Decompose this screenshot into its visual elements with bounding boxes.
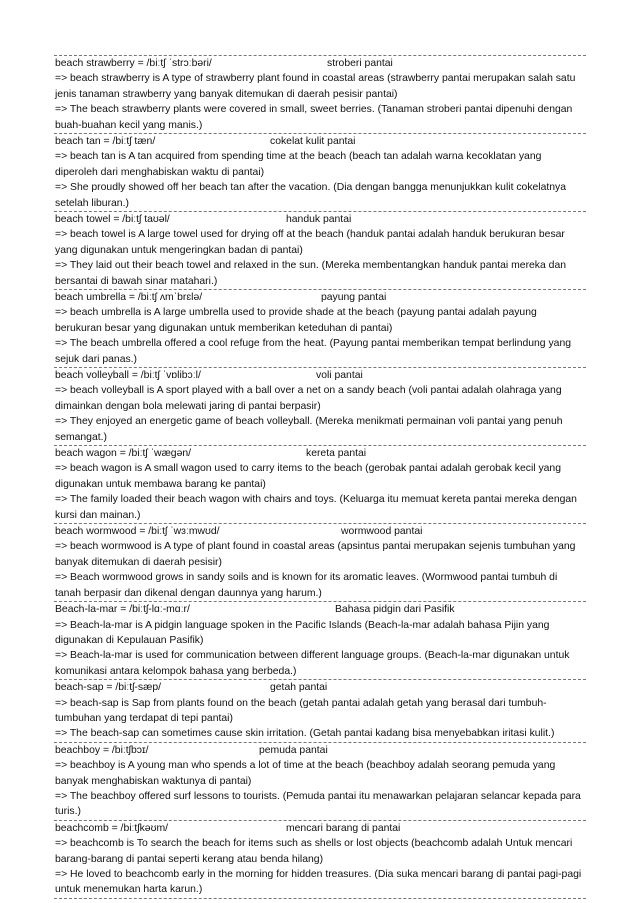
entry-definition: => beach wormwood is A type of plant found in coastal areas (apsintus pantai merupakan sejenis tumbuhan yang banyak ditemukan di daerah pesisir) [55, 541, 576, 568]
entry-header [54, 821, 586, 836]
entry-term: beach-sap = /biːtʃ-sæp/ [55, 682, 161, 694]
entry-translation: handuk pantai [286, 214, 352, 226]
entry-example: => The beach umbrella offered a cool refuge from the heat. (Payung pantai memberikan tempat berlindung yang sejuk dari panas.) [55, 338, 572, 365]
entry-beachcomb [54, 821, 586, 899]
entry-beachboy [54, 743, 586, 821]
entry-term: beach umbrella = /biːtʃ ʌmˈbrɛlə/ [55, 292, 203, 304]
entry-example: => The family loaded their beach wagon with chairs and toys. (Keluarga itu memuat kereta pantai mereka dengan kursi dan mainan.) [55, 494, 577, 521]
entry-example: => Beach-la-mar is used for communication between different language groups. (Beach-la-mar digunakan untuk komunikasi antara kelompok bahasa yang berbeda.) [55, 650, 570, 677]
entry-term: beach strawberry = /biːtʃ ˈstrɔːbəri/ [55, 58, 212, 69]
entry-beach-towel [54, 212, 586, 290]
entry-beach-strawberry [54, 55, 586, 134]
entry-example: => She proudly showed off her beach tan after the vacation. (Dia dengan bangga menunjukkan kulit cokelatnya setelah liburan.) [55, 182, 567, 209]
entry-definition: => beach strawberry is A type of strawberry plant found in coastal areas (strawberry pantai merupakan salah satu jenis tanaman strawberry yang banyak ditemukan di daerah pesisir pantai) [55, 73, 576, 100]
entry-term: Beach-la-mar = /biːtʃ-lɑː-mɑːr/ [55, 604, 190, 616]
entry-header [54, 680, 586, 695]
entry-translation: Bahasa pidgin dari Pasifik [335, 604, 455, 616]
entry-example: => The beach-sap can sometimes cause skin irritation. (Getah pantai kadang bisa menyebabkan iritasi kulit.) [55, 728, 555, 740]
entry-definition: => beach wagon is A small wagon used to carry items to the beach (gerobak pantai adalah gerobak kecil yang digunakan untuk membawa barang ke pantai) [55, 463, 561, 490]
glossary-document [54, 55, 586, 899]
entry-translation: payung pantai [321, 292, 387, 304]
entry-beach-volleyball [54, 368, 586, 446]
entry-definition: => Beach-la-mar is A pidgin language spoken in the Pacific Islands (Beach-la-mar adalah bahasa Pijin yang digunakan di Kepulauan Pasifik) [55, 619, 550, 646]
entry-beach-la-mar [54, 602, 586, 680]
entry-term: beach wagon = /biːtʃ ˈwægən/ [55, 448, 192, 460]
entry-translation: voli pantai [316, 370, 363, 382]
entry-example: => They enjoyed an energetic game of beach volleyball. (Mereka menikmati permainan voli pantai yang penuh semangat.) [55, 416, 563, 443]
entry-definition: => beach volleyball is A sport played with a ball over a net on a sandy beach (voli pantai adalah olahraga yang dimainkan dengan bola melewati jaring di pantai berpasir) [55, 385, 562, 412]
entry-definition: => beachboy is A young man who spends a lot of time at the beach (beachboy adalah seorang pemuda yang banyak menghabiskan waktunya di pantai) [55, 760, 556, 787]
entry-header [54, 743, 586, 758]
entry-translation: kereta pantai [306, 448, 367, 460]
entry-definition: => beach umbrella is A large umbrella used to provide shade at the beach (payung pantai adalah payung berukuran besar yang digunakan untuk memberikan keteduhan di pantai) [55, 307, 537, 334]
entry-header [54, 524, 586, 539]
entry-example: => Beach wormwood grows in sandy soils and is known for its aromatic leaves. (Wormwood pantai tumbuh di tanah berpasir dan dikenal dengan daunnya yang harum.) [55, 572, 558, 599]
entry-header [54, 602, 586, 617]
entry-header [54, 290, 586, 305]
entry-term: beach volleyball = /biːtʃ ˈvɒlibɔːl/ [55, 370, 201, 382]
entry-header [54, 56, 586, 71]
entry-example: => The beach strawberry plants were covered in small, sweet berries. (Tanaman stroberi pantai dipenuhi dengan buah-buahan kecil yang manis.) [55, 104, 573, 131]
entry-definition: => beach tan is A tan acquired from spending time at the beach (beach tan adalah warna kecoklatan yang diperoleh dari menghabiskan waktu di pantai) [55, 151, 542, 178]
entry-definition: => beach-sap is Sap from plants found on the beach (getah pantai adalah getah yang berasal dari tumbuh-tumbuhan yang terdapat di tepi pantai) [55, 697, 547, 724]
entry-translation: stroberi pantai [327, 58, 393, 69]
entry-translation: getah pantai [270, 682, 328, 694]
entry-beach-wormwood [54, 524, 586, 602]
entry-term: beachboy = /biːtʃbɔɪ/ [55, 744, 149, 756]
entry-example: => He loved to beachcomb early in the morning for hidden treasures. (Dia suka mencari barang di pantai pagi-pagi untuk menemukan harta karun.) [55, 868, 582, 896]
entry-beach-tan [54, 134, 586, 212]
entry-header [54, 368, 586, 383]
entry-header [54, 212, 586, 227]
entry-beach-sap [54, 680, 586, 743]
entry-definition: => beachcomb is To search the beach for items such as shells or lost objects (beachcomb adalah Untuk mencari barang-barang di pantai seperti kerang atau benda hilang) [55, 838, 573, 865]
entry-header [54, 446, 586, 461]
entry-translation: wormwood pantai [341, 526, 423, 538]
entry-term: beach wormwood = /biːtʃ ˈwɜːmwʊd/ [55, 526, 220, 538]
entry-beach-umbrella [54, 290, 586, 368]
entry-example: => The beachboy offered surf lessons to tourists. (Pemuda pantai itu menawarkan pelajaran selancar kepada para turis.) [55, 790, 581, 818]
entry-example: => They laid out their beach towel and relaxed in the sun. (Mereka membentangkan handuk pantai mereka dan bersantai di bawah sinar matahari.) [55, 260, 567, 287]
entry-definition: => beach towel is A large towel used for drying off at the beach (handuk pantai adalah handuk berukuran besar yang digunakan untuk mengeringkan badan di pantai) [55, 229, 565, 256]
entry-term: beach tan = /biːtʃ tæn/ [55, 136, 156, 148]
entry-translation: pemuda pantai [259, 744, 328, 756]
entry-translation: cokelat kulit pantai [270, 136, 356, 148]
entry-term: beach towel = /biːtʃ taʊəl/ [55, 214, 170, 226]
entry-beach-wagon [54, 446, 586, 524]
entry-translation: mencari barang di pantai [286, 822, 401, 834]
entry-header [54, 134, 586, 149]
entry-term: beachcomb = /biːtʃkəʊm/ [55, 822, 169, 834]
